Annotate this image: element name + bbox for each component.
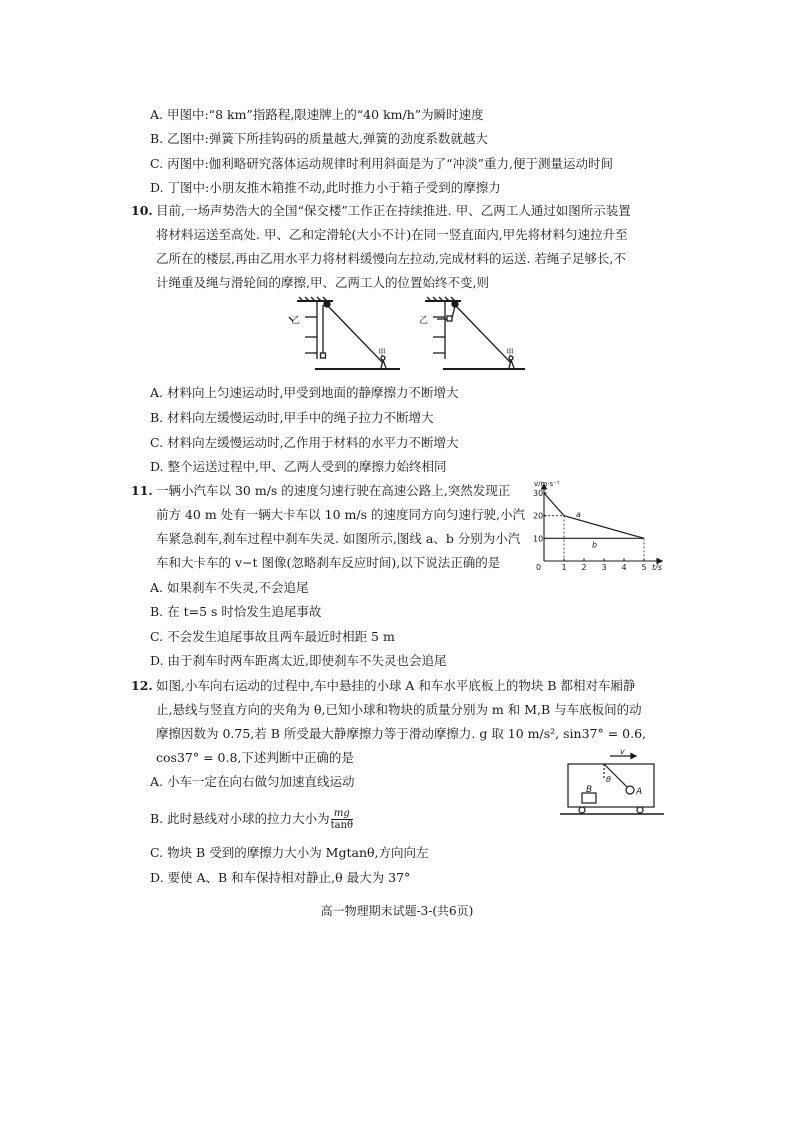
y-axis-label: v/m·s⁻¹ (534, 480, 560, 488)
q12-option-b (150, 808, 354, 831)
y-tick-label: 10 (533, 534, 544, 544)
x-tick-label: 3 (601, 563, 607, 570)
series-label-b: b (592, 540, 598, 550)
y-tick-label: 20 (533, 511, 544, 521)
q12-option-a: A. 小车一定在向右做匀加速直线运动 (150, 774, 355, 789)
q10-option-d: D. 整个运送过程中,甲、乙两人受到的摩擦力始终相同 (150, 459, 447, 474)
q12-frac-numerator: mg (331, 808, 353, 820)
x-tick-label: 2 (581, 563, 587, 570)
q10-label-jia-right: 甲 (506, 348, 514, 357)
q12-option-c: C. 物块 B 受到的摩擦力大小为 Mgtanθ,方向向左 (150, 845, 429, 860)
q11-option-b: B. 在 t=5 s 时恰发生追尾事故 (150, 604, 322, 619)
series-line-a (544, 493, 644, 538)
q11-stem-line-1: 一辆小汽车以 30 m/s 的速度匀速行驶在高速公路上,突然发现正 (156, 483, 511, 498)
q10-figure-left (289, 297, 400, 369)
q11-stem-line-3: 车紧急刹车,刹车过程中刹车失灵. 如图所示,图线 a、b 分别为小汽 (156, 531, 521, 546)
y-tick-label: 30 (533, 489, 544, 498)
q10-label-jia-left: 甲 (378, 348, 386, 357)
q11-stem-line-4: 车和大卡车的 v−t 图像(忽略刹车反应时间),以下说法正确的是 (156, 555, 501, 570)
q12-label-a: A (636, 787, 643, 797)
q12-stem-line-1: 如图,小车向右运动的过程中,车中悬挂的小球 A 和车水平底板上的物块 B 都相对车厢静 (156, 678, 636, 693)
q12-number: 12. (131, 678, 153, 693)
q12-option-b-text: B. 此时悬线对小球的拉力大小为 (150, 811, 330, 826)
q12-frac-denominator: tanθ (330, 820, 354, 831)
page-footer: 高一物理期末试题-3-(共6页) (320, 904, 474, 918)
q9-option-b: B. 乙图中:弹簧下所挂钩码的质量越大,弹簧的劲度系数就越大 (150, 131, 488, 146)
q12-option-d: D. 要使 A、B 和车保持相对静止,θ 最大为 37° (150, 870, 411, 885)
q9-option-a: A. 甲图中:“8 km”指路程,限速牌上的“40 km/h”为瞬时速度 (150, 107, 484, 122)
q10-label-yi-left: 乙 (291, 316, 301, 326)
q12-option-b-fraction (331, 808, 353, 831)
q10-label-yi-right: 乙 (419, 316, 429, 326)
q10-option-c: C. 材料向左缓慢运动时,乙作用于材料的水平力不断增大 (150, 435, 459, 450)
x-tick-label: 5 (641, 563, 647, 570)
q11-stem-line-2: 前方 40 m 处有一辆大卡车以 10 m/s 的速度同方向匀速行驶,小汽 (156, 507, 525, 522)
x-axis-label: t/s (652, 563, 662, 570)
q12-stem-line-3: 摩擦因数为 0.75,若 B 所受最大静摩擦力等于滑动摩擦力. g 取 10 m/s², sin37° = 0.6, (156, 726, 647, 741)
q12-label-theta: θ (606, 775, 611, 784)
q11-vt-chart (526, 478, 666, 570)
x-tick-label: 4 (621, 563, 627, 570)
x-tick-label: 0 (536, 563, 542, 570)
q11-option-c: C. 不会发生追尾事故且两车最近时相距 5 m (150, 629, 395, 644)
q12-stem-line-4: cos37° = 0.8,下述判断中正确的是 (156, 750, 354, 765)
q10-stem-line-4: 计绳重及绳与滑轮间的摩擦,甲、乙两工人的位置始终不变,则 (156, 275, 489, 290)
q10-number: 10. (131, 203, 153, 218)
q12-label-b: B (586, 785, 593, 795)
q12-stem-line-2: 止,悬线与竖直方向的夹角为 θ,已知小球和物块的质量分别为 m 和 M,B 与车底板间的动 (156, 702, 642, 717)
x-tick-label: 1 (561, 563, 567, 570)
q10-stem-line-1: 目前,一场声势浩大的全国“保交楼”工作正在持续推进. 甲、乙两工人通过如图所示装置 (156, 203, 631, 218)
q11-number: 11. (131, 483, 153, 498)
q11-option-d: D. 由于刹车时两车距离太近,即使刹车不失灵也会追尾 (150, 653, 447, 668)
q10-option-b: B. 材料向左缓慢运动时,甲手中的绳子拉力不断增大 (150, 410, 434, 425)
q10-option-a: A. 材料向上匀速运动时,甲受到地面的静摩擦力不断增大 (150, 385, 459, 400)
q9-option-c: C. 丙图中:伽利略研究落体运动规律时利用斜面是为了“冲淡”重力,便于测量运动时间 (150, 156, 614, 171)
q12-label-v: v (620, 748, 625, 756)
q12-ball-a (626, 786, 634, 794)
series-label-a: a (576, 509, 581, 519)
q10-pulley-figure (285, 295, 525, 375)
q10-figure-right (425, 297, 525, 369)
q9-option-d: D. 丁图中:小朋友推木箱推不动,此时推力小于箱子受到的摩擦力 (150, 180, 501, 195)
q11-option-a: A. 如果刹车不失灵,不会追尾 (150, 580, 309, 595)
q10-stem-line-2: 将材料运送至高处. 甲、乙和定滑轮(大小不计)在同一竖直面内,甲先将材料匀速拉升至 (156, 227, 628, 242)
q10-stem-line-3: 乙所在的楼层,再由乙用水平力将材料缓慢向左拉动,完成材料的运送. 若绳子足够长,不 (156, 251, 626, 266)
q12-cart-figure (560, 748, 670, 820)
